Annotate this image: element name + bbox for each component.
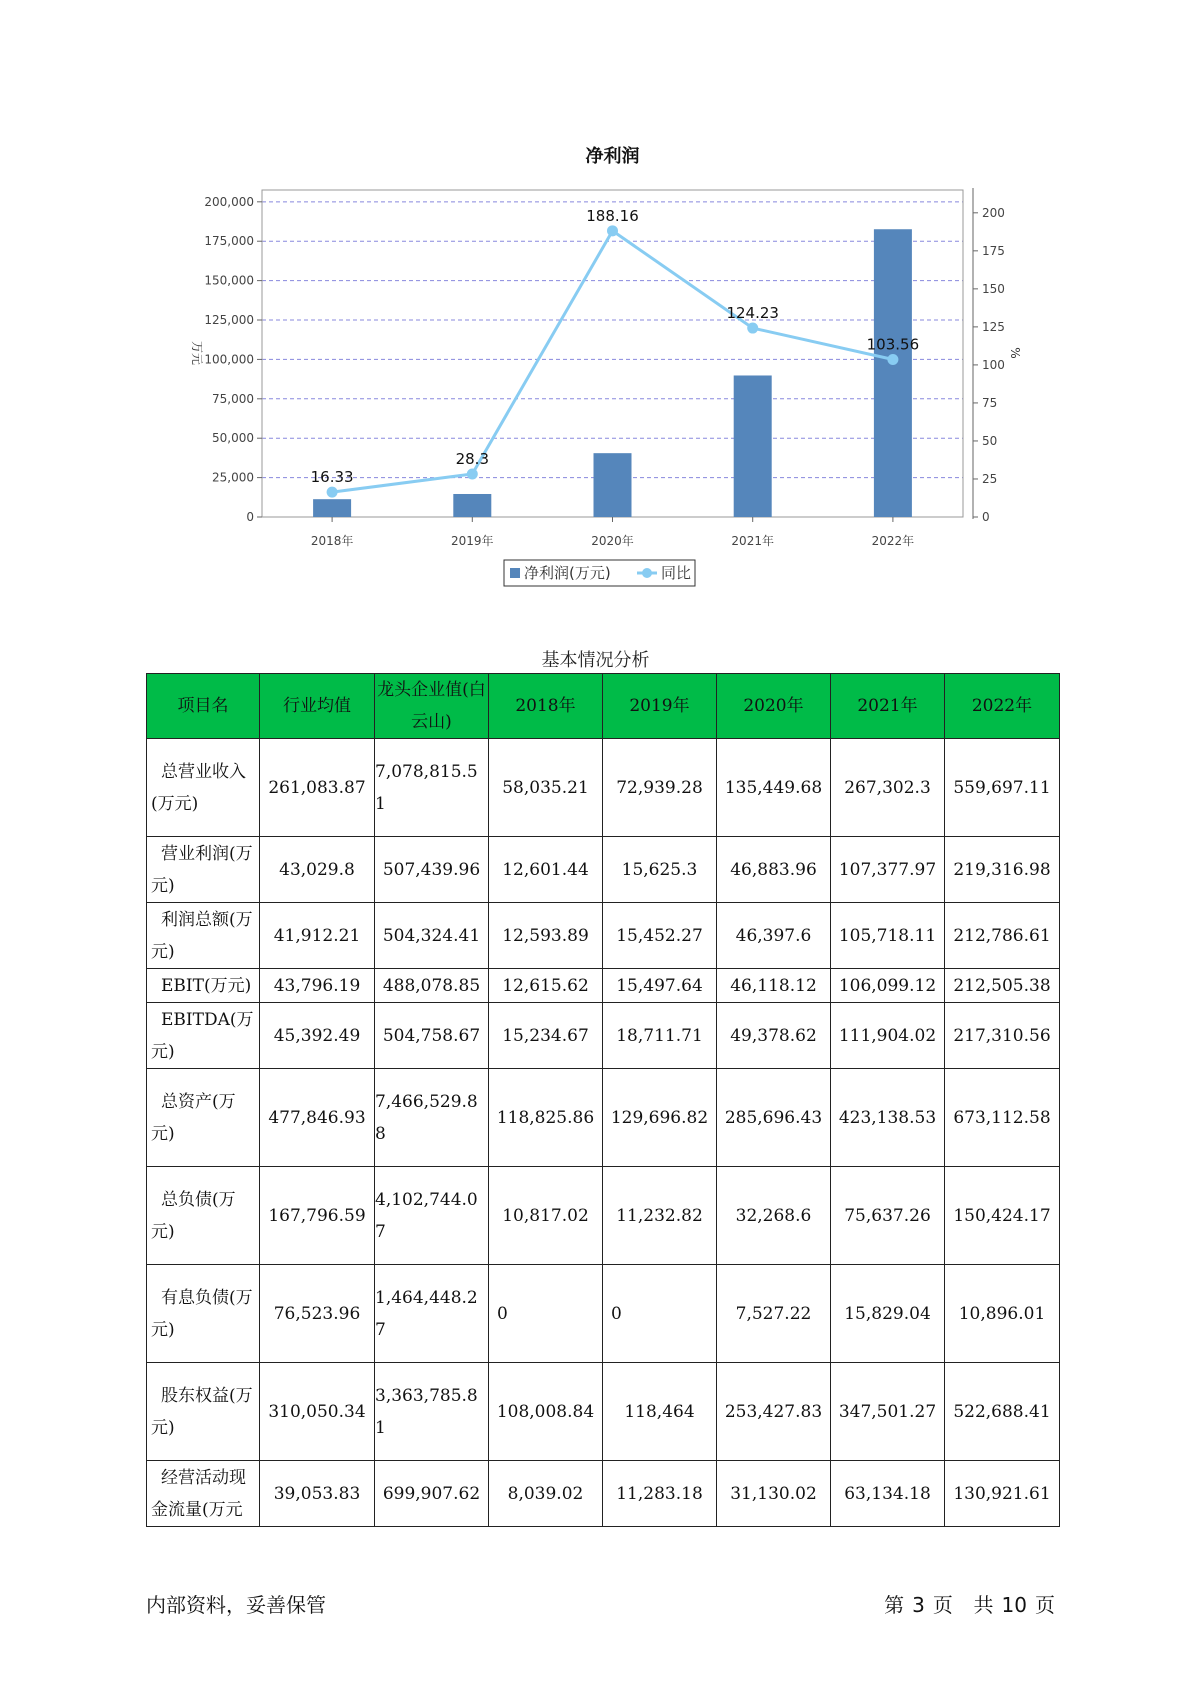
cell-avg: 167,796.59: [260, 1167, 375, 1265]
cell-v2021: 267,302.3: [831, 739, 945, 837]
table-row: [147, 1265, 1060, 1363]
cell-v2018: 12,615.62: [489, 969, 603, 1003]
cell-v2022: 212,786.61: [945, 903, 1060, 969]
cell-v2020: 31,130.02: [717, 1461, 831, 1527]
point-yoy: [327, 487, 338, 498]
bar-net-profit: [734, 375, 772, 517]
cell-v2019: 11,232.82: [603, 1167, 717, 1265]
cell-v2020: 32,268.6: [717, 1167, 831, 1265]
chart-title: 净利润: [585, 146, 640, 167]
cell-v2020: 285,696.43: [717, 1069, 831, 1167]
y-tick-label: 50,000: [212, 431, 254, 446]
row-label: 经营活动现金流量(万元: [147, 1461, 260, 1527]
cell-v2021: 75,637.26: [831, 1167, 945, 1265]
cell-v2020: 253,427.83: [717, 1363, 831, 1461]
row-label: EBITDA(万元): [147, 1003, 260, 1069]
cell-v2019: 129,696.82: [603, 1069, 717, 1167]
total-unit: 页: [1035, 1593, 1055, 1617]
data-label-yoy: 124.23: [726, 304, 779, 323]
cell-v2019: 15,497.64: [603, 969, 717, 1003]
y-tick-label: 125,000: [204, 313, 254, 328]
cell-leader: 488,078.85: [375, 969, 489, 1003]
cell-v2021: 111,904.02: [831, 1003, 945, 1069]
page-prefix: 第: [884, 1593, 905, 1617]
cell-v2018: 58,035.21: [489, 739, 603, 837]
row-label: 总负债(万元): [147, 1167, 260, 1265]
cell-avg: 477,846.93: [260, 1069, 375, 1167]
y-tick-label: 150,000: [204, 273, 254, 288]
legend-swatch-bar: [510, 568, 520, 578]
cell-v2018: 118,825.86: [489, 1069, 603, 1167]
net-profit-chart: [0, 0, 1191, 620]
y-right-tick-label: 125: [982, 319, 1005, 334]
header-2021: 2021年: [831, 674, 945, 739]
cell-avg: 41,912.21: [260, 903, 375, 969]
cell-v2019: 15,452.27: [603, 903, 717, 969]
table-row: [147, 1461, 1060, 1527]
bar-net-profit: [594, 453, 632, 517]
cell-v2021: 15,829.04: [831, 1265, 945, 1363]
page-unit: 页: [932, 1593, 953, 1617]
point-yoy: [747, 323, 758, 334]
cell-v2021: 105,718.11: [831, 903, 945, 969]
cell-v2020: 7,527.22: [717, 1265, 831, 1363]
bar-net-profit: [453, 494, 491, 517]
cell-avg: 310,050.34: [260, 1363, 375, 1461]
cell-v2018: 10,817.02: [489, 1167, 603, 1265]
cell-leader: 504,324.41: [375, 903, 489, 969]
cell-leader: 1,464,448.27: [375, 1265, 489, 1363]
row-label: EBIT(万元): [147, 969, 260, 1003]
row-label: 利润总额(万元): [147, 903, 260, 969]
header-2018: 2018年: [489, 674, 603, 739]
cell-leader: 699,907.62: [375, 1461, 489, 1527]
legend-label-line: 同比: [661, 564, 692, 582]
y-tick-label: 175,000: [204, 234, 254, 249]
page-number: [880, 1589, 1059, 1618]
cell-v2022: 212,505.38: [945, 969, 1060, 1003]
y-right-tick-label: 100: [982, 357, 1005, 372]
cell-v2022: 219,316.98: [945, 837, 1060, 903]
y-tick-label: 75,000: [212, 391, 254, 406]
cell-v2022: 150,424.17: [945, 1167, 1060, 1265]
row-label: 股东权益(万元): [147, 1363, 260, 1461]
cell-leader: 507,439.96: [375, 837, 489, 903]
basic-analysis-table: [146, 673, 1060, 1527]
cell-v2019: 11,283.18: [603, 1461, 717, 1527]
y-right-tick-label: 25: [982, 471, 998, 486]
row-label: 有息负债(万元): [147, 1265, 260, 1363]
cell-v2020: 46,883.96: [717, 837, 831, 903]
legend-swatch-point: [642, 568, 652, 578]
cell-v2018: 12,601.44: [489, 837, 603, 903]
y-tick-label: 100,000: [204, 352, 254, 367]
cell-v2021: 347,501.27: [831, 1363, 945, 1461]
cell-v2021: 63,134.18: [831, 1461, 945, 1527]
table-row: [147, 1167, 1060, 1265]
header-industry-avg: 行业均值: [260, 674, 375, 739]
cell-avg: 45,392.49: [260, 1003, 375, 1069]
cell-v2019: 0: [603, 1265, 717, 1363]
cell-avg: 261,083.87: [260, 739, 375, 837]
y-right-tick-label: 50: [982, 433, 998, 448]
x-tick-label: 2021年: [731, 534, 774, 548]
table-title: 基本情况分析: [541, 650, 650, 671]
total-prefix: 共: [973, 1593, 994, 1617]
y-right-axis-label: %: [1008, 347, 1022, 359]
confidential-note: 内部资料，妥善保管: [146, 1593, 326, 1617]
row-label: 总资产(万元): [147, 1069, 260, 1167]
table-row: [147, 739, 1060, 837]
table-row: [147, 1069, 1060, 1167]
cell-v2022: 130,921.61: [945, 1461, 1060, 1527]
x-tick-label: 2020年: [591, 534, 634, 548]
bar-net-profit: [313, 499, 351, 517]
cell-v2022: 559,697.11: [945, 739, 1060, 837]
cell-v2021: 106,099.12: [831, 969, 945, 1003]
data-label-yoy: 188.16: [586, 206, 639, 225]
header-item-name: 项目名: [147, 674, 260, 739]
cell-leader: 4,102,744.07: [375, 1167, 489, 1265]
bar-net-profit: [874, 229, 912, 517]
table-row: [147, 903, 1060, 969]
data-label-yoy: 103.56: [866, 335, 920, 354]
cell-avg: 39,053.83: [260, 1461, 375, 1527]
cell-leader: 7,466,529.88: [375, 1069, 489, 1167]
cell-v2020: 49,378.62: [717, 1003, 831, 1069]
y-right-tick-label: 175: [982, 243, 1005, 258]
header-2020: 2020年: [717, 674, 831, 739]
point-yoy: [607, 225, 618, 236]
cell-v2022: 522,688.41: [945, 1363, 1060, 1461]
table-row: [147, 969, 1060, 1003]
data-label-yoy: 16.33: [310, 468, 354, 487]
page-current: 3: [912, 1593, 925, 1617]
header-2019: 2019年: [603, 674, 717, 739]
y-tick-label: 200,000: [204, 194, 254, 209]
header-2022: 2022年: [945, 674, 1060, 739]
cell-avg: 43,796.19: [260, 969, 375, 1003]
cell-v2022: 217,310.56: [945, 1003, 1060, 1069]
x-tick-label: 2018年: [310, 534, 354, 548]
y-right-tick-label: 200: [982, 205, 1005, 220]
cell-v2019: 118,464: [603, 1363, 717, 1461]
y-right-tick-label: 0: [982, 510, 990, 524]
cell-v2020: 46,397.6: [717, 903, 831, 969]
cell-avg: 76,523.96: [260, 1265, 375, 1363]
x-tick-label: 2019年: [451, 534, 494, 548]
y-right-tick-label: 75: [982, 395, 998, 410]
y-tick-label: 25,000: [212, 470, 254, 485]
cell-v2018: 0: [489, 1265, 603, 1363]
data-label-yoy: 28.3: [455, 449, 490, 468]
cell-v2019: 72,939.28: [603, 739, 717, 837]
table-header-row: [147, 674, 1060, 739]
cell-v2018: 8,039.02: [489, 1461, 603, 1527]
cell-v2018: 108,008.84: [489, 1363, 603, 1461]
cell-leader: 504,758.67: [375, 1003, 489, 1069]
line-yoy: [332, 231, 893, 492]
cell-v2022: 10,896.01: [945, 1265, 1060, 1363]
cell-v2018: 12,593.89: [489, 903, 603, 969]
y-tick-label: 0: [246, 510, 254, 524]
cell-v2021: 423,138.53: [831, 1069, 945, 1167]
cell-v2018: 15,234.67: [489, 1003, 603, 1069]
row-label: 总营业收入(万元): [147, 739, 260, 837]
cell-v2019: 15,625.3: [603, 837, 717, 903]
cell-v2020: 135,449.68: [717, 739, 831, 837]
cell-leader: 3,363,785.81: [375, 1363, 489, 1461]
table-row: [147, 837, 1060, 903]
point-yoy: [887, 354, 898, 365]
legend-label-bar: 净利润(万元): [524, 564, 611, 582]
page-total: 10: [1001, 1593, 1027, 1617]
cell-v2020: 46,118.12: [717, 969, 831, 1003]
cell-leader: 7,078,815.51: [375, 739, 489, 837]
cell-v2021: 107,377.97: [831, 837, 945, 903]
point-yoy: [467, 468, 478, 479]
row-label: 营业利润(万元): [147, 837, 260, 903]
y-axis-label: 万元: [190, 340, 204, 366]
x-tick-label: 2022年: [871, 534, 915, 548]
y-right-tick-label: 150: [982, 281, 1005, 296]
cell-v2022: 673,112.58: [945, 1069, 1060, 1167]
cell-avg: 43,029.8: [260, 837, 375, 903]
table-row: [147, 1003, 1060, 1069]
header-leader-value: 龙头企业值(白云山): [375, 674, 489, 739]
cell-v2019: 18,711.71: [603, 1003, 717, 1069]
table-row: [147, 1363, 1060, 1461]
